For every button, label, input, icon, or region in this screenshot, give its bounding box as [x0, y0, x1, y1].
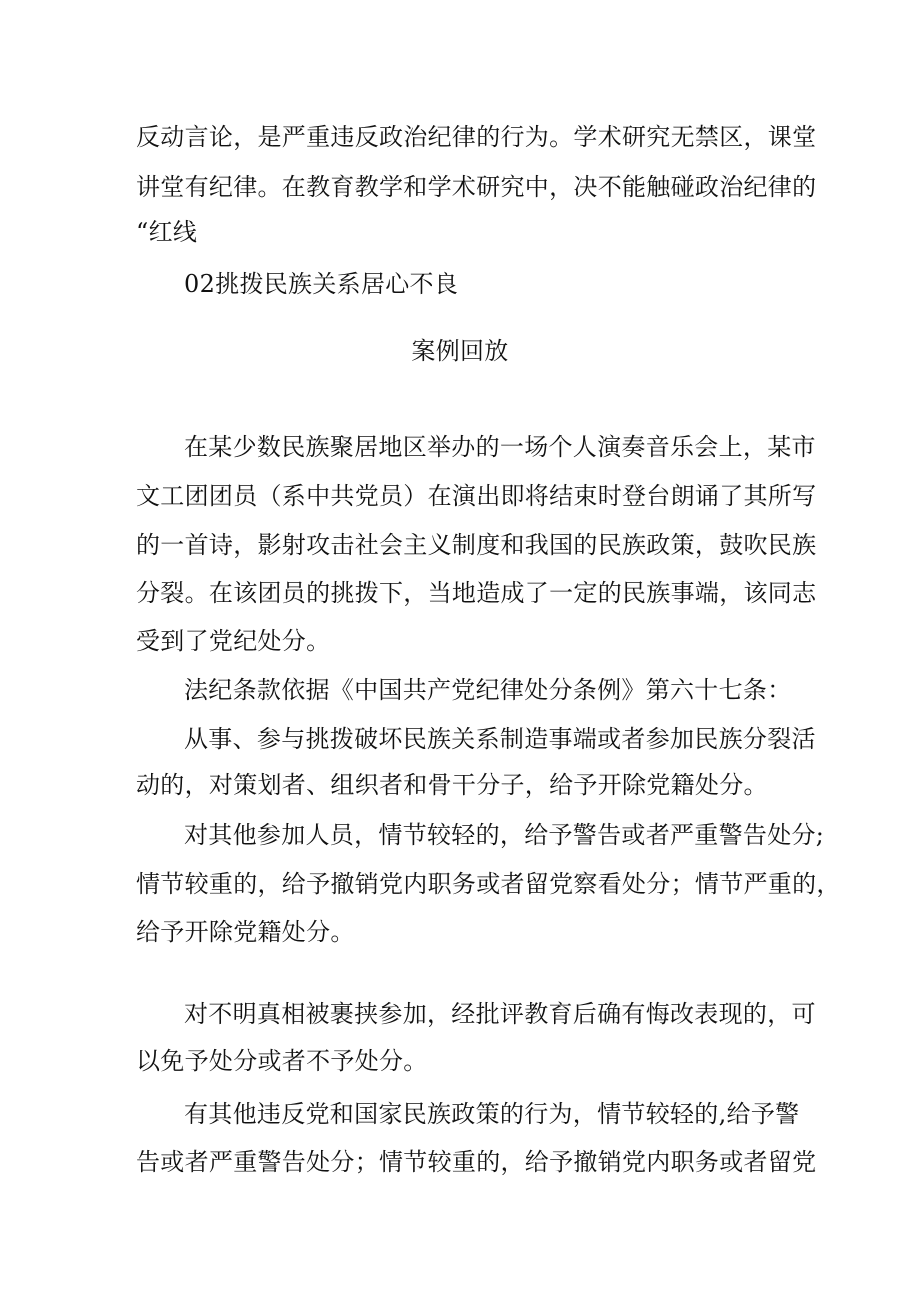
text-line: 给予开除党籍处分。	[136, 918, 355, 946]
text-line: 告或者严重警告处分；情节较重的，给予撤销党内职务或者留党	[136, 1148, 817, 1176]
section-heading: 02挑拨民族关系居心不良	[184, 270, 459, 298]
regulation-reference: 法纪条款依据《中国共产党纪律处分条例》第六十七条：	[184, 676, 792, 704]
text-line: 反动言论，是严重违反政治纪律的行为。学术研究无禁区，课堂	[136, 123, 817, 151]
text-line: 文工团团员（系中共党员）在演出即将结束时登台朗诵了其所写	[136, 482, 817, 510]
text-line: 对不明真相被裹挟参加，经批评教育后确有悔改表现的，可	[184, 1000, 816, 1028]
text-line: 受到了党纪处分。	[136, 627, 331, 655]
text-line: 动的，对策划者、组织者和骨干分子，给予开除党籍处分。	[136, 771, 768, 799]
text-line: 分裂。在该团员的挑拨下，当地造成了一定的民族事端，该同志	[136, 579, 817, 607]
text-line: 以免予处分或者不予处分。	[136, 1047, 428, 1075]
text-line: 讲堂有纪律。在教育教学和学术研究中，决不能触碰政治纪律的	[136, 173, 817, 201]
text-line: 情节较重的，给予撤销党内职务或者留党察看处分；情节严重的，	[136, 870, 841, 898]
case-review-title: 案例回放	[411, 337, 509, 365]
text-line: 的一首诗，影射攻击社会主义制度和我国的民族政策，鼓吹民族	[136, 531, 817, 559]
text-line: “红线	[136, 218, 198, 246]
text-line: 在某少数民族聚居地区举办的一场个人演奏音乐会上，某市	[184, 433, 816, 461]
text-line: 有其他违反党和国家民族政策的行为，情节较轻的,给予警	[184, 1100, 800, 1128]
text-line: 对其他参加人员，情节较轻的，给予警告或者严重警告处分;	[184, 821, 825, 849]
text-line: 从事、参与挑拨破坏民族关系制造事端或者参加民族分裂活	[184, 725, 816, 753]
